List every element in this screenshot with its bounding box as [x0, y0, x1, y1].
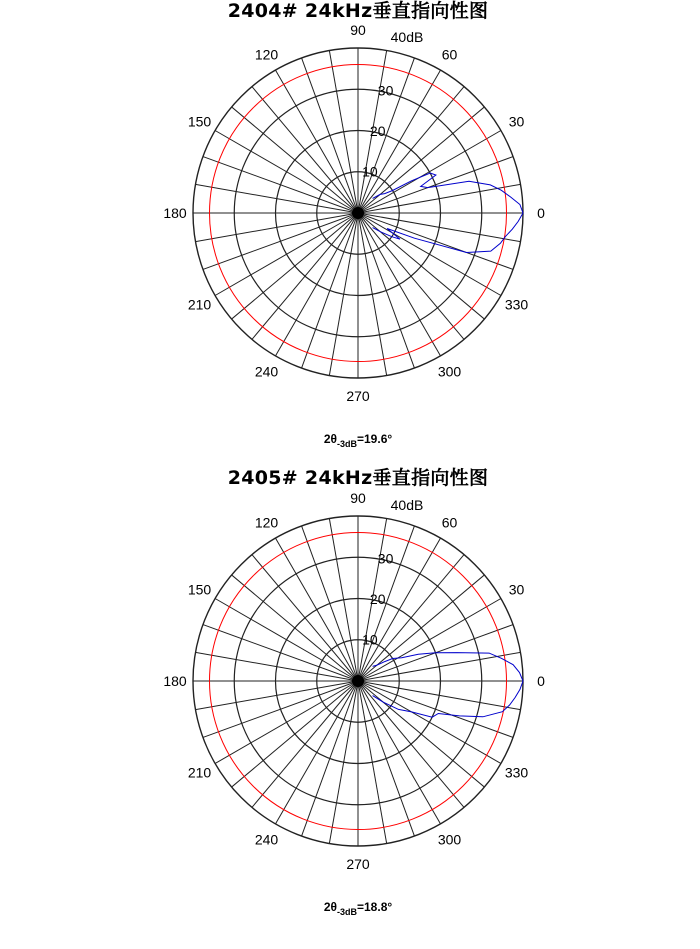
angle-label-210: 210	[187, 296, 212, 313]
center-hub	[352, 207, 364, 219]
beamwidth-label	[324, 432, 393, 449]
radial-tick-label: 20	[369, 591, 386, 607]
radial-unit-label: 40dB	[390, 497, 424, 513]
angle-label-30: 30	[508, 113, 525, 130]
radial-tick-label: 10	[362, 631, 378, 648]
angle-label-330: 330	[504, 764, 529, 781]
angle-label-180: 180	[163, 673, 187, 689]
radial-tick-label: 30	[377, 550, 394, 567]
angle-label-0: 0	[537, 205, 545, 221]
center-hub	[352, 675, 364, 687]
angle-label-60: 60	[441, 514, 458, 531]
polar-chart-2405	[0, 468, 700, 949]
angle-label-60: 60	[441, 46, 458, 63]
angle-label-180: 180	[163, 205, 187, 221]
angle-label-90: 90	[350, 490, 366, 506]
beamwidth-sub: -3dB	[337, 439, 357, 449]
beamwidth-value: =18.8°	[357, 900, 393, 914]
radial-unit-label: 40dB	[390, 29, 424, 45]
angle-label-0: 0	[537, 673, 545, 689]
angle-label-240: 240	[254, 363, 279, 380]
angle-label-300: 300	[437, 831, 462, 848]
angle-label-300: 300	[437, 363, 462, 380]
chart-title: 2405# 24kHz垂直指向性图	[227, 467, 489, 489]
beamwidth-sub: -3dB	[337, 907, 357, 917]
beamwidth-value: =19.6°	[357, 432, 393, 446]
angle-label-210: 210	[187, 764, 212, 781]
chart-title: 2404# 24kHz垂直指向性图	[227, 0, 489, 22]
angle-label-330: 330	[504, 296, 529, 313]
angle-label-120: 120	[254, 46, 279, 63]
polar-chart-2404-svg	[0, 0, 700, 468]
angle-label-150: 150	[187, 113, 212, 130]
radial-tick-label: 10	[362, 163, 378, 180]
angle-label-270: 270	[346, 388, 370, 404]
angle-label-120: 120	[254, 514, 279, 531]
angle-label-240: 240	[254, 831, 279, 848]
polar-chart-2404	[0, 0, 700, 468]
angle-label-30: 30	[508, 581, 525, 598]
beamwidth-prefix: 2θ	[323, 900, 337, 914]
angle-label-150: 150	[187, 581, 212, 598]
polar-chart-2405-svg	[0, 468, 700, 949]
angle-label-270: 270	[346, 856, 370, 872]
beamwidth-prefix: 2θ	[323, 432, 337, 446]
angle-label-90: 90	[350, 22, 366, 38]
radial-tick-label: 30	[377, 82, 394, 99]
radial-tick-label: 20	[369, 123, 386, 139]
beamwidth-label	[324, 900, 393, 917]
